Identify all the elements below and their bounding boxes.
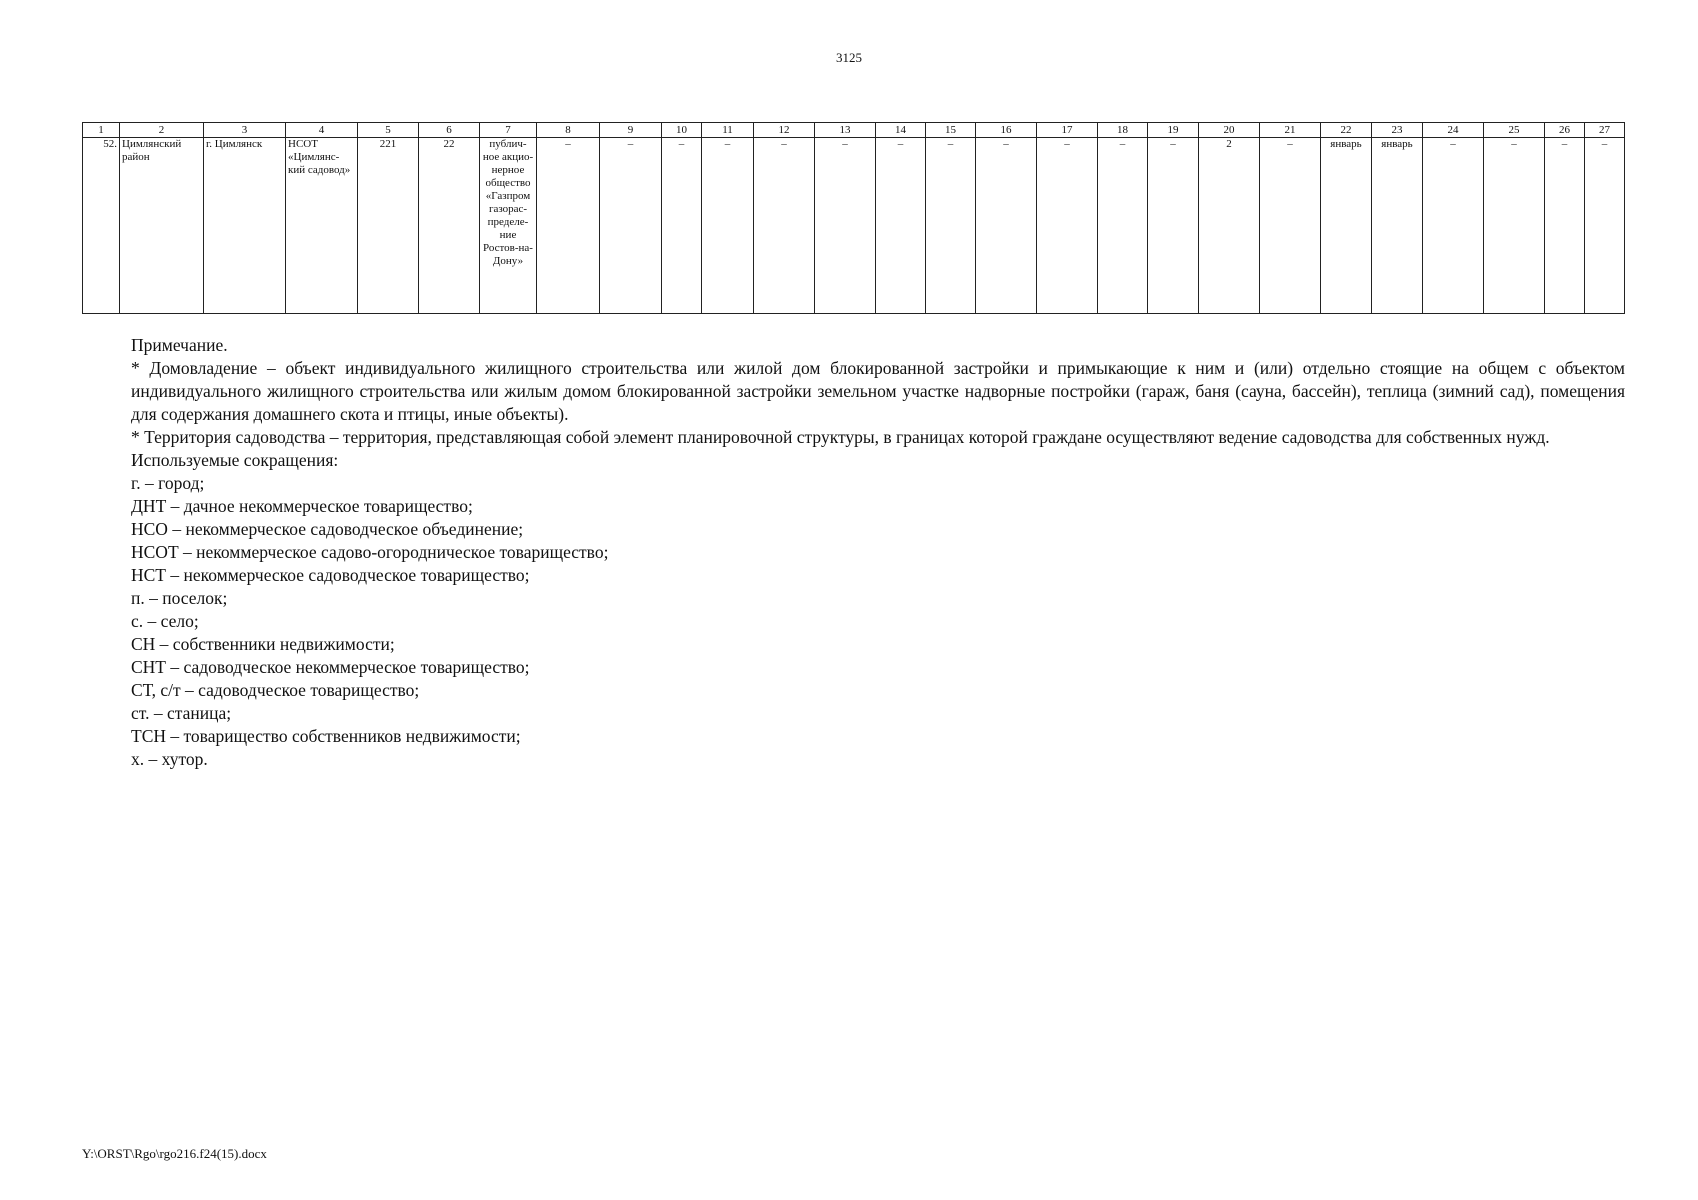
abbreviation-item: НСО – некоммерческое садоводческое объединение;: [131, 519, 524, 539]
column-header: 12: [754, 123, 815, 138]
table-cell: –: [1423, 138, 1484, 314]
table-cell: Цимлянский район: [120, 138, 204, 314]
table-cell: –: [976, 138, 1037, 314]
column-header: 1: [83, 123, 120, 138]
table-cell: –: [1037, 138, 1098, 314]
column-header: 16: [976, 123, 1037, 138]
table-cell: –: [1545, 138, 1585, 314]
column-header: 7: [480, 123, 537, 138]
notes-title: Примечание.: [131, 335, 228, 355]
abbreviation-item: НСТ – некоммерческое садоводческое товарищество;: [131, 565, 530, 585]
abbreviations-title: Используемые сокращения:: [131, 450, 339, 470]
table-cell: –: [537, 138, 600, 314]
column-header: 14: [876, 123, 926, 138]
footer-file-path: Y:\ORST\Rgo\rgo216.f24(15).docx: [82, 1146, 267, 1161]
column-header: 8: [537, 123, 600, 138]
column-header: 24: [1423, 123, 1484, 138]
column-header: 6: [419, 123, 480, 138]
table-cell: –: [876, 138, 926, 314]
column-header: 9: [600, 123, 662, 138]
column-header: 27: [1585, 123, 1625, 138]
table-cell: –: [1484, 138, 1545, 314]
column-header: 19: [1148, 123, 1199, 138]
table-cell: 22: [419, 138, 480, 314]
column-header: 26: [1545, 123, 1585, 138]
column-header: 4: [286, 123, 358, 138]
abbreviation-item: СНТ – садоводческое некоммерческое товарищество;: [131, 657, 530, 677]
notes-section: [82, 334, 1625, 771]
column-header: 22: [1321, 123, 1372, 138]
column-header: 18: [1098, 123, 1148, 138]
table-cell: январь: [1372, 138, 1423, 314]
table-cell: январь: [1321, 138, 1372, 314]
table-cell: 221: [358, 138, 419, 314]
table-cell: –: [600, 138, 662, 314]
column-header: 15: [926, 123, 976, 138]
abbreviation-item: СТ, с/т – садоводческое товарищество;: [131, 680, 420, 700]
column-header: 2: [120, 123, 204, 138]
column-header: 3: [204, 123, 286, 138]
column-header: 5: [358, 123, 419, 138]
abbreviation-item: ст. – станица;: [131, 703, 232, 723]
table-cell: –: [926, 138, 976, 314]
table-cell: 52.: [83, 138, 120, 314]
table-cell: публич-ное акцио-нерное общество «Газпром газорас-пределе-ние Ростов-на-Дону»: [480, 138, 537, 314]
column-header: 20: [1199, 123, 1260, 138]
table-cell: г. Цимлянск: [204, 138, 286, 314]
column-header: 23: [1372, 123, 1423, 138]
data-table: [82, 122, 1625, 314]
table-cell: НСОТ «Цимлянс-кий садовод»: [286, 138, 358, 314]
abbreviation-item: п. – поселок;: [131, 588, 228, 608]
table-cell: 2: [1199, 138, 1260, 314]
column-header: 17: [1037, 123, 1098, 138]
column-header: 11: [702, 123, 754, 138]
column-header: 21: [1260, 123, 1321, 138]
abbreviation-item: х. – хутор.: [131, 749, 208, 769]
abbreviation-item: ТСН – товарищество собственников недвижимости;: [131, 726, 521, 746]
table-header-row: [83, 123, 1625, 138]
column-header: 13: [815, 123, 876, 138]
table-cell: –: [1585, 138, 1625, 314]
column-header: 10: [662, 123, 702, 138]
column-header: 25: [1484, 123, 1545, 138]
table-cell: –: [1098, 138, 1148, 314]
table-row: [83, 138, 1625, 314]
table-cell: –: [1148, 138, 1199, 314]
table-cell: –: [754, 138, 815, 314]
table-cell: –: [1260, 138, 1321, 314]
abbreviation-item: НСОТ – некоммерческое садово-огородническое товарищество;: [131, 542, 609, 562]
abbreviation-item: СН – собственники недвижимости;: [131, 634, 395, 654]
page-number: 3125: [836, 50, 862, 65]
table-cell: –: [702, 138, 754, 314]
abbreviation-item: ДНТ – дачное некоммерческое товарищество;: [131, 496, 473, 516]
abbreviation-item: с. – село;: [131, 611, 199, 631]
abbreviation-item: г. – город;: [131, 473, 205, 493]
note-definition-household: * Домовладение – объект индивидуального жилищного строительства или жилой дом блокированной застройки и примыкающие к ним и (или) отдельно стоящие на общем с объектом индивидуального жилищного строительства или жилым домом блокированной застройки земельном участке надворные постройки (гараж, баня (сауна, бассейн), теплица (зимний сад), помещения для содержания домашнего скота и птицы, иные объекты).: [131, 358, 1625, 424]
note-definition-garden-territory: * Территория садоводства – территория, представляющая собой элемент планировочной структуры, в границах которой граждане осуществляют ведение садоводства для собственных нужд.: [131, 427, 1550, 447]
table-cell: –: [815, 138, 876, 314]
table-cell: –: [662, 138, 702, 314]
